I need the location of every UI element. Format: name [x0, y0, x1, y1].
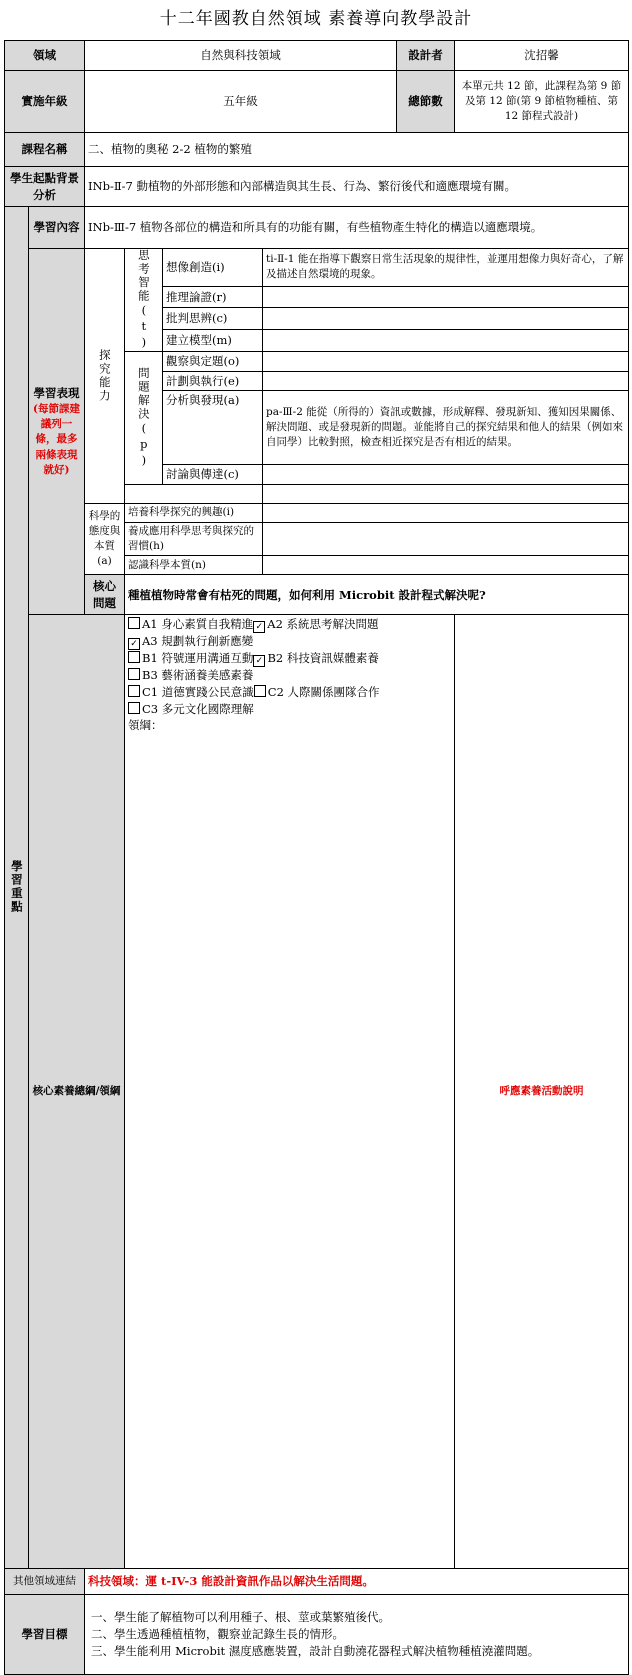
- other-value: 科技領域：運 t-IV-3 能設計資訊作品以解決生活問題。: [85, 1568, 629, 1594]
- literacy-note-label: 呼應素養活動說明: [455, 615, 629, 1568]
- problem-desc: pa-Ⅲ-2 能從（所得的）資訊或數據，形成解釋、發現新知、獲知因果關係、解決問題、或是發現新的問題。並能將自己的探究結果和他人的結果（例如來自同學）比較對照，檢查相近探究是否有相近的結果。: [263, 391, 629, 465]
- empty-cell: [263, 330, 629, 352]
- literacy-item-label: C2 人際關係團隊合作: [267, 685, 380, 700]
- designer-value: 沈招馨: [455, 41, 629, 71]
- course-label: 課程名稱: [5, 133, 85, 167]
- attitude-item: 養成應用科學思考與探究的習慣(h): [125, 523, 263, 556]
- literacy-line: [128, 650, 451, 667]
- problem-label: 問題解決(p): [125, 352, 163, 485]
- thinking-item: 批判思辨(c): [163, 308, 263, 330]
- goal-label: 學習目標: [5, 1594, 85, 1674]
- literacy-item-label: A2 系統思考解決問題: [267, 617, 379, 632]
- goal-item: 二、學生透過種植植物，觀察並記錄生長的情形。: [91, 1626, 344, 1641]
- checked-box-icon[interactable]: ✓: [128, 638, 140, 650]
- literacy-item-label: A3 規劃執行創新應變: [142, 634, 254, 649]
- literacy-checklist: [125, 615, 455, 1568]
- domain-label: 領域: [5, 41, 85, 71]
- sessions-value: 本單元共 12 節，此課程為第 9 節及第 12 節(第 9 節植物種植、第 12 節程式設計): [455, 71, 629, 133]
- unchecked-box-icon[interactable]: [128, 702, 140, 714]
- performance-label: 學習表現: [33, 386, 80, 401]
- core-question-value: 種植植物時常會有枯死的問題，如何利用 Microbit 設計程式解決呢?: [125, 575, 629, 615]
- literacy-line: [128, 684, 451, 701]
- empty-cell: [263, 286, 629, 308]
- literacy-line: [128, 633, 451, 650]
- empty-cell: [263, 371, 629, 391]
- content-value: INb-Ⅲ-7 植物各部位的構造和所具有的功能有關，有些植物產生特化的構造以適應環境。: [85, 207, 629, 249]
- thinking-label: 思考智能(t): [125, 249, 163, 352]
- literacy-item-label: B1 符號運用溝通互動: [142, 651, 254, 666]
- empty-cell: [263, 485, 629, 504]
- attitude-label: 科學的態度與本質(a): [85, 504, 125, 575]
- thinking-item: 推理論證(r): [163, 286, 263, 308]
- literacy-line: [128, 667, 451, 684]
- core-question-label: 核心問題: [85, 575, 125, 615]
- sessions-label: 總節數: [397, 71, 455, 133]
- literacy-item-label: C1 道德實踐公民意識: [142, 685, 254, 700]
- goal-list: [85, 1594, 629, 1674]
- focus-label: 學習重點: [5, 207, 29, 1569]
- unchecked-box-icon[interactable]: [128, 651, 140, 663]
- problem-item: 分析與發現(a): [163, 391, 263, 465]
- background-value: INb-Ⅱ-7 動植物的外部形態和內部構造與其生長、行為、繁衍後代和適應環境有關。: [85, 167, 629, 207]
- empty-cell: [263, 556, 629, 575]
- unchecked-box-icon[interactable]: [254, 685, 266, 697]
- content-label: 學習內容: [29, 207, 85, 249]
- empty-cell: [263, 352, 629, 372]
- goal-item: 三、學生能利用 Microbit 濕度感應裝置，設計自動澆花器程式解決植物種植澆灌問題。: [91, 1643, 540, 1658]
- unchecked-box-icon[interactable]: [128, 668, 140, 680]
- attitude-item: 認識科學本質(n): [125, 556, 263, 575]
- goal-item: 一、學生能了解植物可以利用種子、根、莖或葉繁殖後代。: [91, 1610, 390, 1625]
- problem-item: 觀察與定題(o): [163, 352, 263, 372]
- spacer-cell: [125, 485, 263, 504]
- literacy-item-label: C3 多元文化國際理解: [142, 701, 254, 716]
- thinking-desc: ti-Ⅱ-1 能在指導下觀察日常生活現象的規律性，並運用想像力與好奇心，了解及描述自然環境的現象。: [263, 249, 629, 287]
- thinking-item: 建立模型(m): [163, 330, 263, 352]
- unchecked-box-icon[interactable]: [128, 617, 140, 629]
- attitude-item: 培養科學探究的興趣(i): [125, 504, 263, 523]
- grade-label: 實施年級: [5, 71, 85, 133]
- checked-box-icon[interactable]: ✓: [253, 655, 265, 667]
- empty-cell: [263, 465, 629, 485]
- literacy-label: 核心素養總綱/領綱: [29, 615, 125, 1568]
- empty-cell: [263, 523, 629, 556]
- page-title: 十二年國教自然領域 素養導向教學設計: [159, 9, 473, 29]
- empty-cell: [263, 308, 629, 330]
- literacy-item-label: B3 藝術涵養美感素養: [142, 668, 254, 683]
- domain-value: 自然與科技領域: [85, 41, 397, 71]
- empty-cell: [263, 504, 629, 523]
- lesson-plan-table: [4, 40, 629, 1675]
- literacy-item-label: B2 科技資訊媒體素養: [267, 651, 379, 666]
- inquiry-label: 探究能力: [85, 249, 125, 504]
- checked-box-icon[interactable]: ✓: [253, 621, 265, 633]
- background-label: 學生起點背景分析: [5, 167, 85, 207]
- other-label: 其他領域連結: [5, 1568, 85, 1594]
- thinking-item: 想像創造(i): [163, 249, 263, 287]
- literacy-item-label: A1 身心素質自我精進: [142, 617, 254, 632]
- performance-note: (每節課建議列一條，最多兩條表現就好): [33, 403, 80, 476]
- literacy-field: 領綱：: [128, 718, 163, 733]
- performance-cell: [29, 249, 85, 615]
- designer-label: 設計者: [397, 41, 455, 71]
- literacy-line: [128, 701, 451, 718]
- literacy-line: [128, 616, 451, 633]
- problem-item: 討論與傳達(c): [163, 465, 263, 485]
- problem-item: 計劃與執行(e): [163, 371, 263, 391]
- unchecked-box-icon[interactable]: [128, 685, 140, 697]
- course-value: 二、植物的奧秘 2-2 植物的繁殖: [85, 133, 629, 167]
- grade-value: 五年級: [85, 71, 397, 133]
